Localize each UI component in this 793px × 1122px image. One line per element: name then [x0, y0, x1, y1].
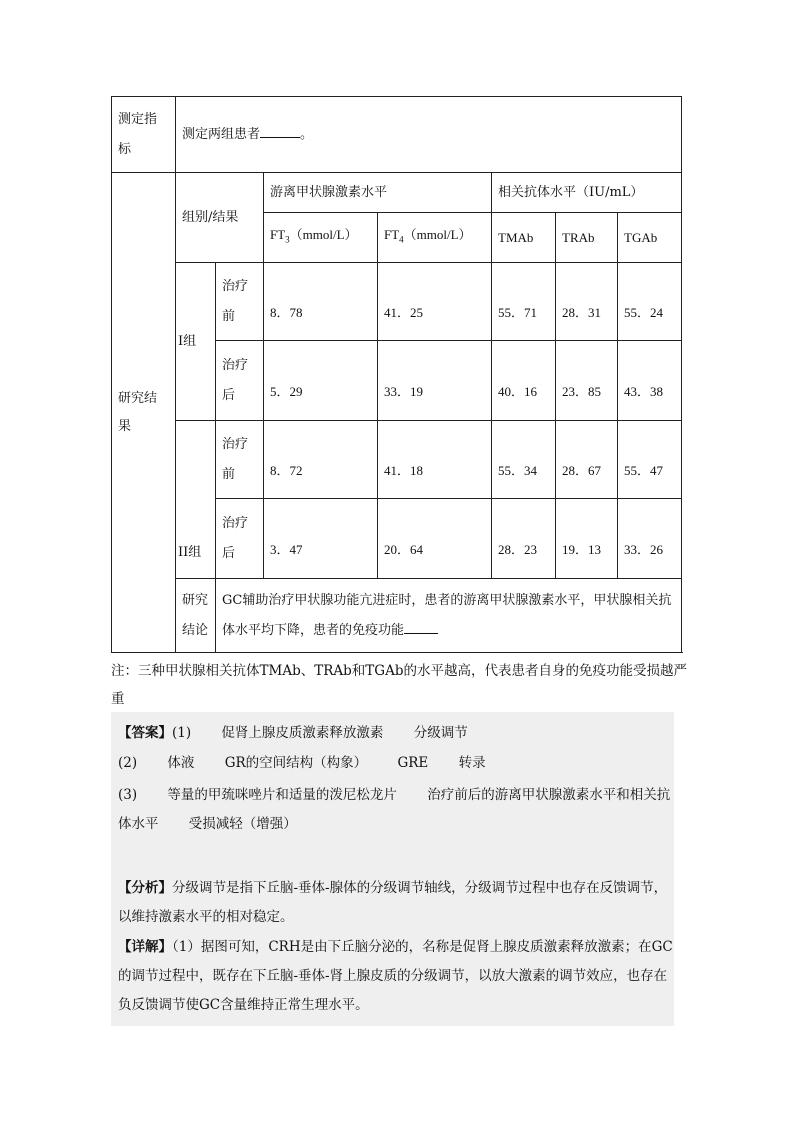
antibody-header: 相关抗体水平（IU/mL）: [492, 173, 682, 213]
free-thyroid-header: 游离甲状腺激素水平: [264, 173, 492, 213]
g1-after-tgab: 43．38: [618, 341, 682, 421]
col-tgab-header: TGAb: [618, 213, 682, 263]
col-trab-header: TRAb: [556, 213, 618, 263]
g1-before-tmab: 55．71: [492, 263, 556, 341]
group2-label: II组: [176, 421, 216, 579]
stage-after: 治疗 后: [216, 499, 264, 579]
measure-value-cell: 测定两组患者 。: [176, 97, 682, 173]
table-note: 注：三种甲状腺相关抗体TMAb、TRAb和TGAb的水平越高，代表患者自身的免疫功能受损越严重: [111, 663, 687, 707]
g2-after-trab: 19．13: [556, 499, 618, 579]
col-ft3-header: $FT_3(mmol/L)$: [264, 213, 378, 263]
conclusion-value-cell: GC辅助治疗甲状腺功能亢进症时，患者的游离甲状腺激素水平，甲状腺相关抗体水平均下降，患者的免疫功能: [216, 579, 682, 653]
col-tmab-header: TMAb: [492, 213, 556, 263]
detail-paragraph: 【详解】（1）据图可知，CRH是由下丘脑分泌的，名称是促肾上腺皮质激素释放激素；在GC的调节过程中，既存在下丘脑-垂体-肾上腺皮质的分级调节，以放大激素的调节效应，也存在负反馈调节使GC含量维持正常生理水平。: [118, 939, 673, 1013]
col-ft4-header: $FT_4(mmol/L)$: [378, 213, 492, 263]
g1-after-tmab: 40．16: [492, 341, 556, 421]
analysis-paragraph: 【分析】分级调节是指下丘脑-垂体-腺体的分级调节轴线，分级调节过程中也存在反馈调节，以维持激素水平的相对稳定。: [118, 880, 668, 925]
g2-before-trab: 28．67: [556, 421, 618, 499]
fill-blank: [260, 123, 300, 138]
g1-before-tgab: 55．24: [618, 263, 682, 341]
g2-after-ft4: 20．64: [378, 499, 492, 579]
results-label-cell: 研究结果: [112, 173, 176, 653]
g2-after-tmab: 28．23: [492, 499, 556, 579]
group-result-header: 组别/结果: [176, 173, 264, 263]
answer-line-2: (2) 体液 GR的空间结构（构象） GRE 转录: [118, 755, 486, 771]
g1-before-ft3: 8．78: [264, 263, 378, 341]
g2-before-ft4: 41．18: [378, 421, 492, 499]
conclusion-label-cell: 研究结论: [176, 579, 216, 653]
group1-label: I组: [176, 263, 216, 421]
g2-after-ft3: 3．47: [264, 499, 378, 579]
g1-after-ft3: 5．29: [264, 341, 378, 421]
results-table: [111, 96, 682, 653]
g2-before-tgab: 55．47: [618, 421, 682, 499]
g1-before-ft4: 41．25: [378, 263, 492, 341]
g1-after-trab: 23．85: [556, 341, 618, 421]
stage-before: 治疗 前: [216, 421, 264, 499]
g2-before-ft3: 8．72: [264, 421, 378, 499]
stage-before: 治疗 前: [216, 263, 264, 341]
g1-after-ft4: 33．19: [378, 341, 492, 421]
answer-line-1: 【答案】(1) 促肾上腺皮质激素释放激素 分级调节: [118, 725, 468, 741]
answer-line-3: (3) 等量的甲巯咪唑片和适量的泼尼松龙片 治疗前后的游离甲状腺激素水平和相关抗体水平 受损减轻（增强）: [118, 787, 671, 832]
stage-after: 治疗 后: [216, 341, 264, 421]
g1-before-trab: 28．31: [556, 263, 618, 341]
fill-blank: [404, 619, 438, 634]
g2-before-tmab: 55．34: [492, 421, 556, 499]
measure-label-cell: 测定指标: [112, 97, 176, 173]
g2-after-tgab: 33．26: [618, 499, 682, 579]
